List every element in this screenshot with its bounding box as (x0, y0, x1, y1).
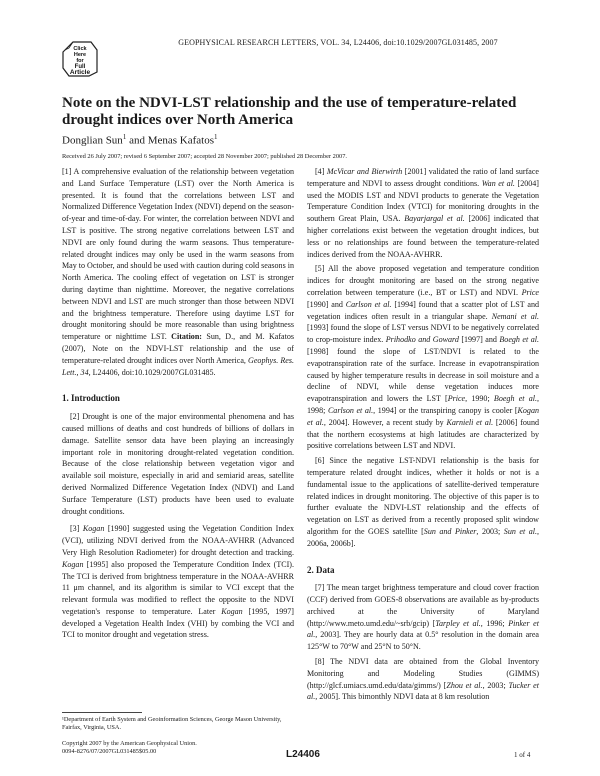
article-id-footer: L24406 (286, 749, 320, 760)
citation-link[interactable]: Carlson et al. (345, 299, 392, 309)
citation-link[interactable]: Tucker et al. (307, 680, 539, 702)
citation-link[interactable]: Karnieli et al. (446, 417, 494, 427)
section-heading-data: 2. Data (307, 564, 335, 575)
paragraph-6: [6] Since the negative LST-NDVI relationship is the basis for temperature related drought indices, whether it holds or not is a fundamental issue to the applications of satellite-derived temperature related indices in drought monitoring. The objective of this paper is to further evaluate the NDVI-LST relationship and the effects of vegetation on LST as derived from a recently proposed split window algorithm for the GOES satellite [Sun and Pinker, 2003; Sun et al., 2006a, 2006b]. (307, 456, 539, 548)
publication-dates: Received 26 July 2007; revised 6 September 2007; accepted 28 November 2007; published 28 December 2007. (62, 153, 348, 160)
paper-title: Note on the NDVI-LST relationship and the use of temperature-related drought indices over North America (62, 95, 517, 128)
logo-text-article: Article (69, 69, 91, 76)
author-sun-affiliation: 1 (122, 133, 127, 141)
click-here-full-article-logo[interactable] (61, 38, 99, 78)
paragraph-3: [3] Kogan [1990] suggested using the Vegetation Condition Index (VCI), utilizing NDVI derived from the NOAA-AVHRR (Advanced Very High Resolution Radiometer) for drought detection and tracking. Kogan [1995] also proposed the Temperature Condition Index (TCI). The TCI is derived from brightness temperature in the NOAA-AVHRR 11 μm channel, and its algorithm is similar to VCI except that the relevant formula was modified to reflect the opposite to the NDVI vegetation's response to temperature. Later Kogan [1995, 1997] developed a Vegetation Health Index (VHI) by combing the VCI and TCI to monitor drought and vegetation stress. (62, 524, 294, 640)
citation-link[interactable]: Boegh et al. (499, 335, 540, 345)
right-column (307, 166, 539, 703)
author-list (62, 133, 217, 147)
citation-link[interactable]: Boegh et al. (493, 394, 537, 404)
paragraph-number: [8] (315, 657, 325, 667)
citation-kogan[interactable]: Kogan (62, 559, 84, 569)
citation-label: Citation: (171, 332, 202, 342)
paragraph-7: [7] The mean target brightness temperature and cloud cover fraction (CCF) derived from GOES-8 observations are available as by-products archived at the University of Maryland (http://www.meto.umd.edu/~srb/gcip) [Tarpley et al., 1996; Pinker et al., 2003]. They are hourly data at 0.5° resolution in the domain area 125°W to 70°W and 25°N to 50°N. (307, 583, 539, 652)
abstract: [1] A comprehensive evaluation of the relationship between vegetation and Land Surface Temperature (LST) over the North America is presented. It is found that the correlations between LST and Normalized Difference Vegetation Index (NDVI) depend on the season-of-year and time-of-day. For winter, the correlation between NDVI and LST is positive. The strong negative correlations between LST and NDVI are only found during the warm seasons. Thus temperature-related drought indices may only be used in the warm seasons from May to October, and should be used with caution during cold seasons in North America. The cooling effect of vegetation on LST is stronger during daytime than nighttime. Moreover, the negative correlations between NDVI and LST are much stronger than those between NDVI and the brightness temperature. Therefore using daytime LST for drought monitoring should be more reasonable than using brightness temperature or nighttime LST. Citation: Sun, D., and M. Kafatos (2007), Note on the NDVI-LST relationship and the use of temperature-related drought indices over North America, Geophys. Res. Lett., 34, L24406, doi:10.1029/2007GL031485. (62, 167, 294, 377)
citation-link[interactable]: Prihodko and Goward (385, 335, 459, 345)
citation-journal: Geophys. Res. Lett., 34, (62, 355, 294, 377)
citation-link[interactable]: McVicar and Bierwirth (326, 167, 403, 176)
section-heading-introduction: 1. Introduction (62, 393, 120, 404)
author-kafatos: and Menas Kafatos (126, 134, 214, 147)
citation-link[interactable]: Nemani et al. (491, 311, 539, 321)
paragraph-number: [7] (315, 583, 325, 593)
paragraph-5: [5] All the above proposed vegetation and temperature condition indices for drought monitoring are based on the strong negative correlation between temperature (i.e., BT or LST) and NDVI. Price [1990] and Carlson et al. [1994] found that a scatter plot of LST and vegetation indices often result in a triangular shape. Nemani et al. [1993] found the slope of LST versus NDVI to be negatively correlated to crop-moisture index. Prihodko and Goward [1997] and Boegh et al. [1998] found the slope of LST/NDVI is related to the evapotranspiration rate of the surface. Increase in evapotranspiration caused by higher temperature results in decrease in soil moisture and a decline of NDVI, while dense vegetation induces more evapotranspiration and lowers the LST [Price, 1990; Boegh et al., 1998; Carlson et al., 1994] or the transpiring canopy is cooler [Kogan et al., 2004]. However, a recent study by Karnieli et al. [2006] found that the northern ecosystems at high latitudes are characterized by positive correlations between LST and NDVI. (307, 264, 540, 451)
paragraph-number: [4] (315, 167, 325, 176)
citation-link[interactable]: Zhou et al. (446, 680, 483, 690)
paragraph-number: [1] (62, 167, 72, 176)
author-kafatos-affiliation: 1 (213, 133, 218, 141)
author-sun: Donglian Sun (62, 134, 123, 147)
left-column (62, 166, 294, 641)
citation-link[interactable]: Bayarjargal et al. (404, 214, 465, 224)
logo-text-here: Here (73, 52, 87, 58)
citation-link[interactable]: Tarpley et al. (435, 618, 481, 628)
logo-text-for: for (76, 58, 84, 64)
paragraph-8: [8] The NDVI data are obtained from the Global Inventory Monitoring and Modeling Studies (GIMMS) (http://glcf.umiacs.umd.edu/data/gimms/) [Zhou et al., 2003; Tucker et al., 2005]. This bimonthly NDVI data at 8 km resolution (307, 657, 539, 702)
citation-link[interactable]: Sun and Pinker (423, 526, 477, 536)
copyright-notice: Copyright 2007 by the American Geophysical Union. 0094-8276/07/2007GL031485$05.00 (62, 740, 197, 755)
affiliation-footnote: ¹Department of Earth System and Geoinformation Sciences, George Mason University, Fairfax, Virginia, USA. (62, 716, 282, 731)
citation-kogan[interactable]: Kogan (82, 524, 105, 534)
paragraph-number: [6] (315, 456, 325, 466)
journal-header: GEOPHYSICAL RESEARCH LETTERS, VOL. 34, L24406, doi:10.1029/2007GL031485, 2007 (178, 38, 498, 47)
citation-kogan[interactable]: Kogan (221, 606, 243, 616)
citation-link[interactable]: Wan et al. (481, 178, 515, 188)
citation-link[interactable]: Pinker et al. (307, 618, 539, 640)
logo-text-click: Click (73, 46, 87, 52)
paragraph-2: [2] Drought is one of the major environmental phenomena and has caused millions of deaths and cost hundreds of billions of dollars in damage. Satellite sensor data have been playing an increasingly important role in monitoring drought-related vegetation condition. Because of the close relationship between vegetation vigor and available soil moisture, especially in arid and semiarid areas, satellite derived Normalized Difference Vegetation Index (NDVI) and Land Surface Temperature (LST) products have been used to evaluate drought conditions. (62, 412, 294, 516)
citation-link[interactable]: Price (447, 394, 466, 404)
footnote-divider (62, 712, 142, 713)
paragraph-4: [4] McVicar and Bierwirth [2001] validated the ratio of land surface temperature and NDVI to assess drought conditions. Wan et al. [2004] used the MODIS LST and NDVI products to generate the Vegetation Temperature Condition Index (VTCI) for monitoring droughts in the southern Great Plain, USA. Bayarjargal et al. [2006] indicated that higher correlations exist between the vegetation drought indices, but less or no relationships are found between the temperature-related indices derived from the NOAA-AVHRR. (307, 167, 539, 259)
citation-link[interactable]: Carlson et al. (327, 405, 374, 415)
logo-text-full: Full (74, 64, 86, 70)
paragraph-number: [5] (315, 264, 325, 274)
paragraph-number: [3] (70, 524, 80, 534)
citation-link[interactable]: Kogan et al. (307, 405, 539, 427)
paragraph-number: [2] (70, 412, 80, 422)
page-number: 1 of 4 (514, 751, 531, 759)
citation-link[interactable]: Price (521, 287, 539, 297)
citation-link[interactable]: Sun et al. (503, 526, 537, 536)
